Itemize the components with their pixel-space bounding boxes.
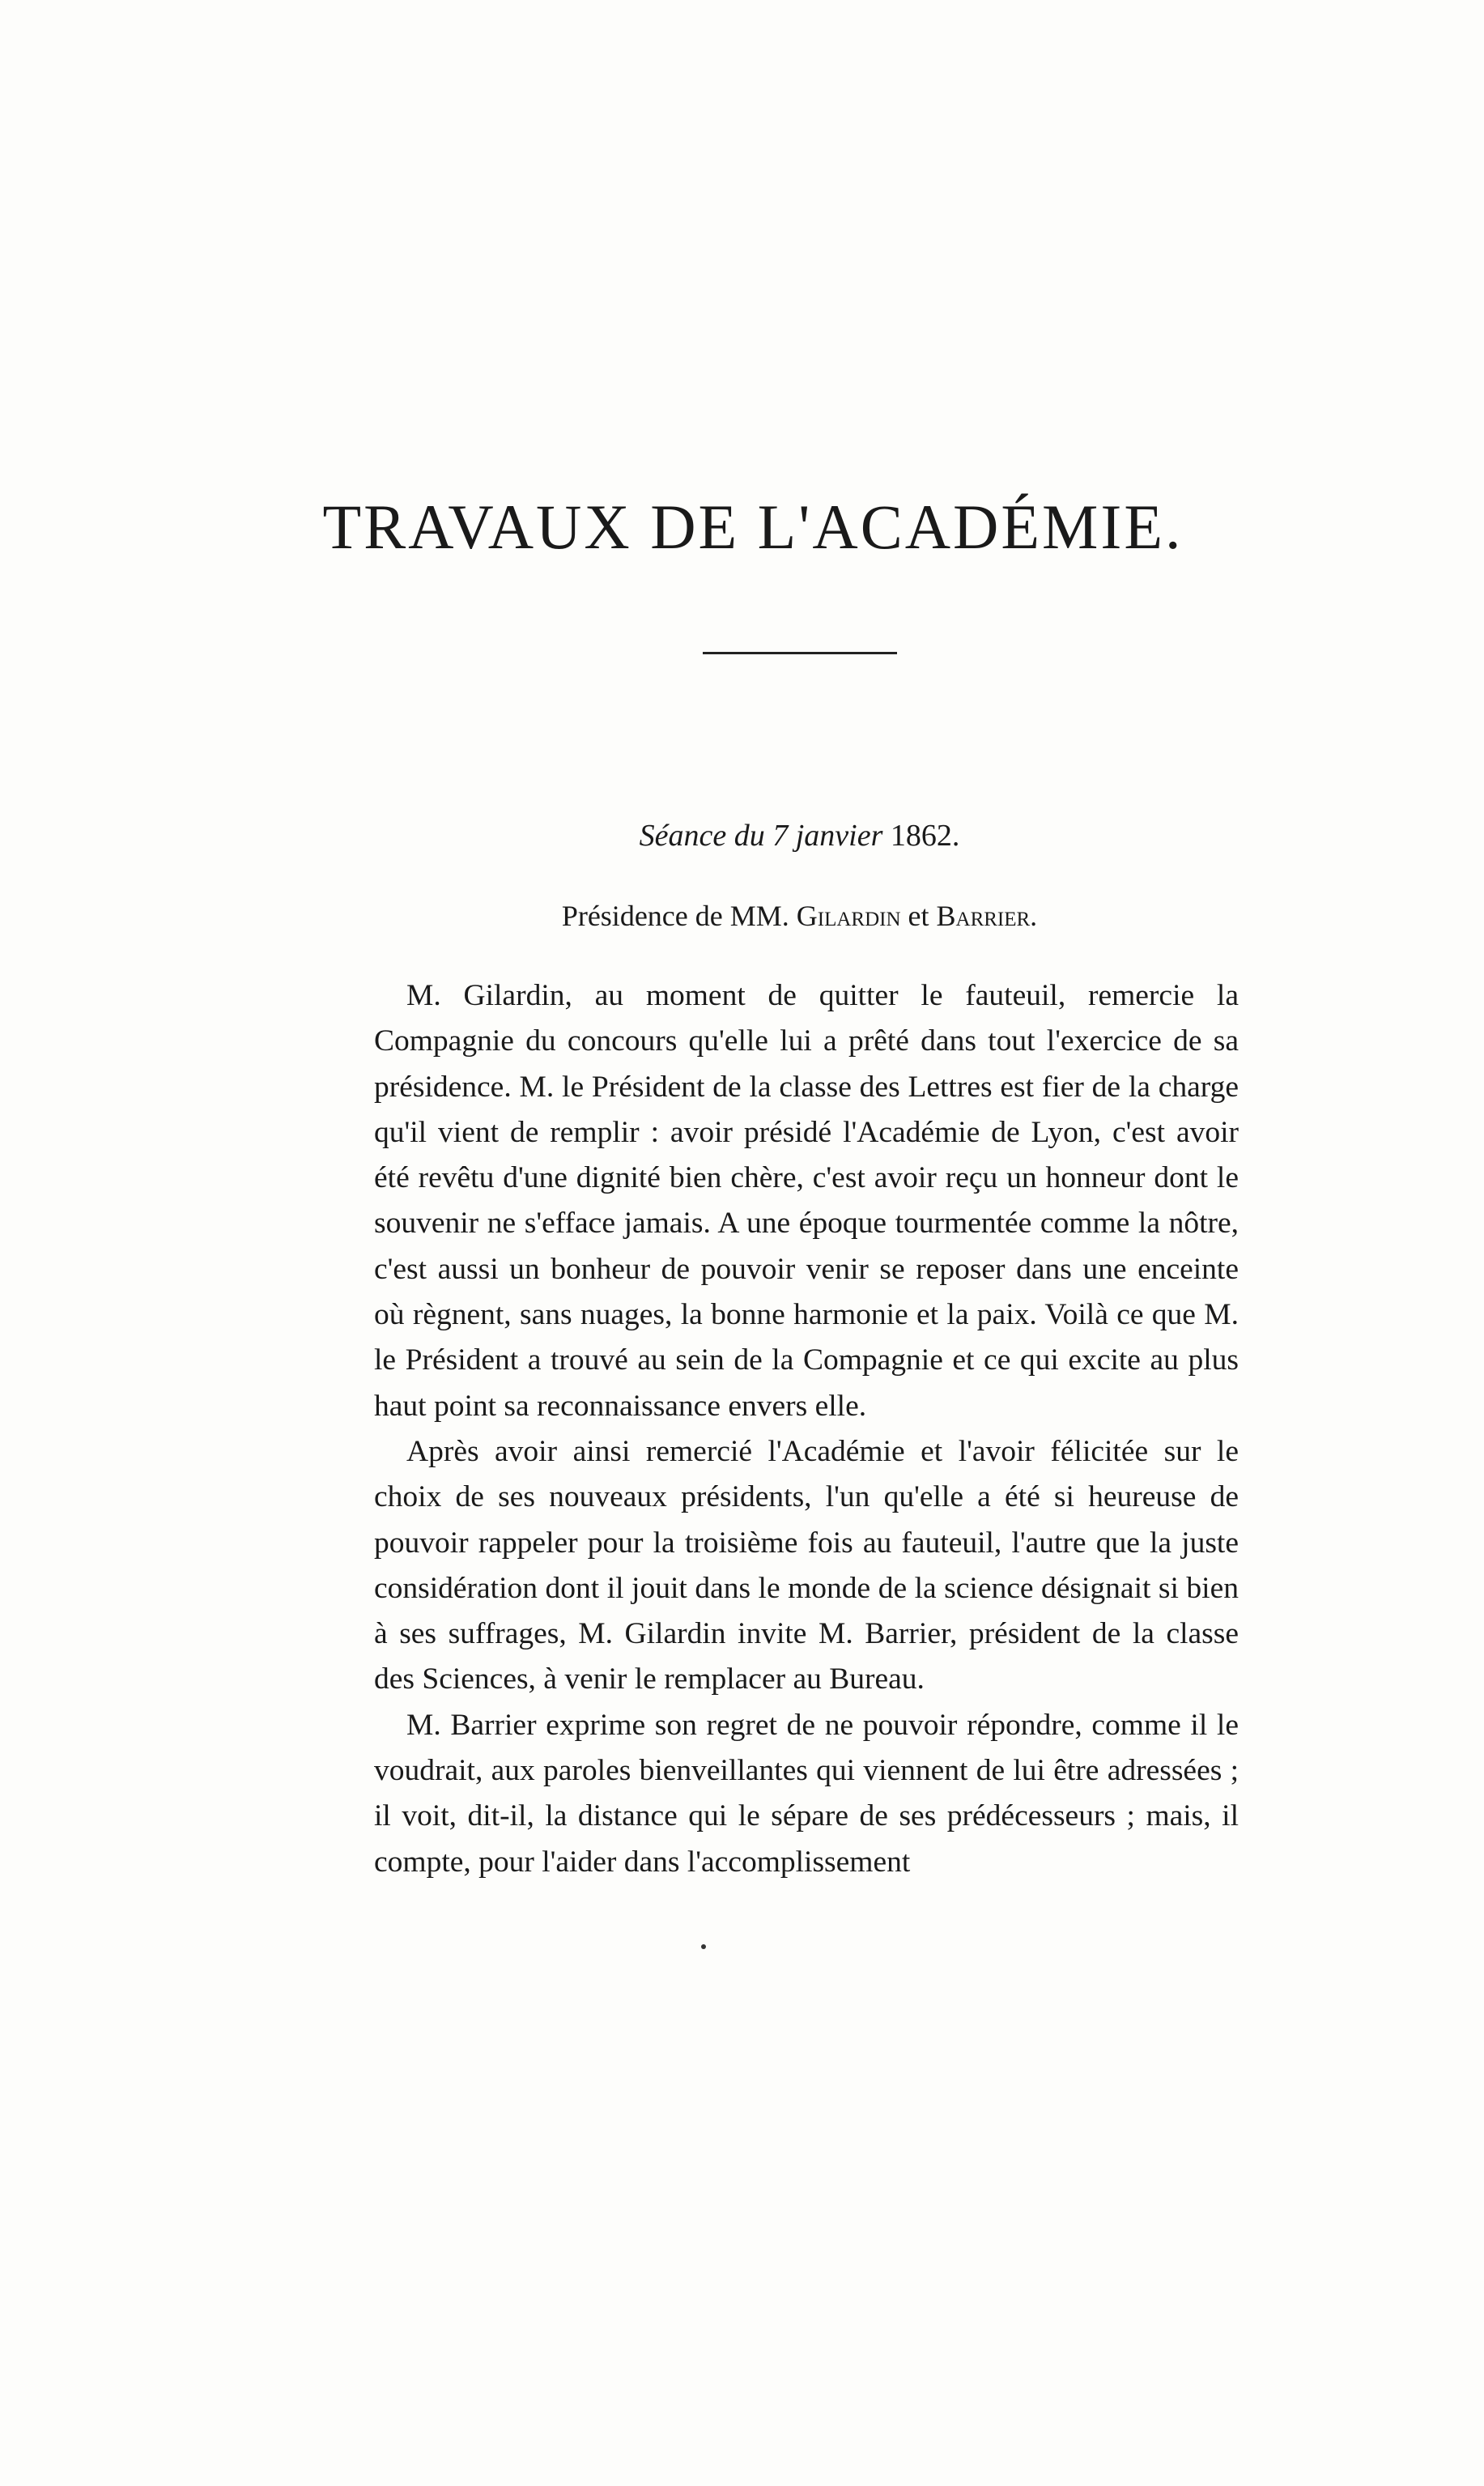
paragraph: Après avoir ainsi remercié l'Académie et l'avoir félicitée sur le choix de ses nouveaux présidents, l'un qu'elle a été si heureuse de pouvoir rappeler pour la troisième fois au fauteuil, l'autre que la juste considération dont il jouit dans le monde de la science désignait si bien à ses suffrages, M. Gilardin invite M. Barrier, président de la classe des Sciences, à venir le remplacer au Bureau. [374, 1434, 1239, 1696]
presidency-line [308, 899, 1291, 934]
title-divider [703, 652, 897, 654]
president-name-1: Gilardin [796, 900, 901, 932]
president-name-2: Barrier. [936, 900, 1038, 932]
session-date-year: 1862. [890, 819, 960, 853]
presidency-prefix: Présidence de MM. [561, 900, 789, 932]
session-date [308, 818, 1291, 855]
body-text [374, 973, 1239, 1885]
paragraph: M. Barrier exprime son regret de ne pouvoir répondre, comme il le voudrait, aux paroles bienveillantes qui viennent de lui être adressées ; il voit, dit-il, la distance qui le sépare de ses prédécesseurs ; mais, il compte, pour l'aider dans l'accomplissement [374, 1708, 1239, 1879]
presidency-conjunction: et [908, 900, 929, 932]
footer-mark [701, 1944, 706, 1949]
paragraph: M. Gilardin, au moment de quitter le fauteuil, remercie la Compagnie du concours qu'elle lui a prêté dans tout l'exercice de sa présidence. M. le Président de la classe des Lettres est fier de la charge qu'il vient de remplir : avoir présidé l'Académie de Lyon, c'est avoir été revêtu d'une dignité bien chère, c'est avoir reçu un honneur dont le souvenir ne s'efface jamais. A une époque tourmentée comme la nôtre, c'est aussi un bonheur de pouvoir venir se reposer dans une enceinte où règnent, sans nuages, la bonne harmonie et la paix. Voilà ce que M. le Président a trouvé au sein de la Compagnie et ce qui excite au plus haut point sa reconnaissance envers elle. [374, 979, 1239, 1423]
page-title: TRAVAUX DE L'ACADÉMIE. [322, 492, 1184, 562]
session-date-prefix: Séance du [639, 819, 765, 853]
session-date-day: 7 janvier [772, 819, 883, 853]
